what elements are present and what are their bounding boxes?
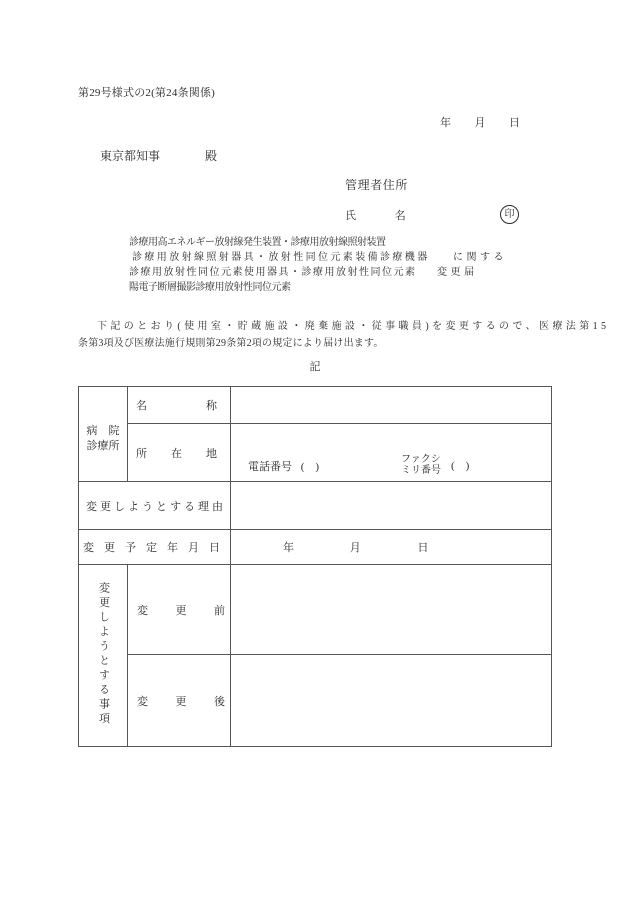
manager-address-label: 管理者住所	[345, 178, 409, 192]
planned-date-day-label: 日	[417, 542, 429, 554]
table-row	[79, 482, 552, 530]
table-row	[79, 424, 552, 482]
before-value-cell	[231, 565, 552, 655]
seal-character: 印	[504, 208, 515, 220]
location-label-cell	[128, 424, 231, 482]
change-items-label-cell	[79, 565, 128, 747]
subject-line-2-main: 診療用放射線照射器具・放射性同位元素装備診療機器	[132, 252, 430, 263]
planned-date-label-cell: 変更予定年月日	[79, 530, 231, 565]
date-month-label: 月	[474, 117, 486, 129]
notification-table	[78, 386, 552, 747]
after-label-char-1: 変	[137, 695, 148, 708]
subject-line-2-suffix: に関する	[453, 252, 507, 263]
planned-date-month-label: 月	[349, 542, 361, 554]
form-number: 第29号様式の2(第24条関係)	[78, 87, 216, 99]
date-year-label: 年	[440, 117, 451, 129]
addressee-line	[100, 147, 217, 164]
name-label-char-1: 名	[136, 400, 147, 412]
date-day-label: 日	[509, 117, 520, 129]
after-label-cell	[128, 655, 231, 747]
change-items-vertical-label: 変更しようとする事項	[97, 581, 110, 727]
subject-line-2	[129, 250, 549, 265]
facility-label-line-1: 病 院	[86, 424, 120, 437]
fax-label-line-2: ミリ番号	[401, 465, 441, 476]
notification-subject-block	[129, 235, 549, 295]
subject-line-3-main: 診療用放射性同位元素使用器具・診療用放射性同位元素	[129, 267, 417, 278]
seal-mark-icon	[500, 205, 519, 224]
manager-name-line	[345, 207, 406, 223]
table-row	[79, 655, 552, 747]
table-row	[79, 565, 552, 655]
fax-label-line-1: ファクシ	[401, 454, 441, 465]
subject-line-1: 診療用高エネルギー放射線発生装置・診療用放射線照射装置	[129, 237, 386, 248]
name-label-cell	[128, 387, 231, 424]
subject-line-3	[129, 265, 549, 280]
table-row	[79, 530, 552, 565]
location-label-char-2: 在	[171, 447, 182, 460]
after-label-char-3: 後	[214, 695, 225, 708]
subject-line-3-suffix: 変更届	[437, 267, 478, 278]
before-label-char-2: 更	[175, 604, 187, 617]
before-label-char-3: 前	[214, 604, 225, 617]
addressee: 東京都知事	[100, 149, 161, 163]
location-label-char-3: 地	[206, 447, 217, 460]
name-label-first: 氏	[345, 210, 356, 222]
body-paragraph-line-2: 条第3項及び医療法施行規則第29条第2項の規定により届け出ます。	[78, 338, 384, 349]
after-value-cell	[231, 655, 552, 747]
phone-number-group	[248, 458, 319, 474]
facility-label-line-2: 診療所	[86, 439, 120, 452]
name-label-char-2: 称	[206, 400, 217, 412]
record-heading: 記	[309, 361, 321, 373]
before-label-char-1: 変	[137, 604, 148, 617]
after-label-char-2: 更	[175, 695, 187, 708]
reason-label-cell: 変更しようとする理由	[79, 482, 231, 530]
location-value-cell	[231, 424, 552, 482]
phone-label: 電話番号	[248, 461, 292, 473]
fax-number-group	[401, 454, 469, 476]
addressee-honorific: 殿	[205, 149, 218, 163]
location-label-char-1: 所	[136, 447, 147, 460]
planned-date-value-cell	[231, 530, 552, 565]
date-line	[440, 114, 520, 130]
planned-date-year-label: 年	[283, 542, 294, 554]
name-value-cell	[231, 387, 552, 424]
before-label-cell	[128, 565, 231, 655]
facility-label-cell	[79, 387, 128, 482]
table-row	[79, 387, 552, 424]
fax-paren: ( )	[451, 460, 470, 472]
name-label-second: 名	[394, 210, 406, 222]
body-paragraph-line-1: 下記のとおり(使用室・貯蔵施設・廃棄施設・従事職員)を変更するので、医療法第15	[97, 321, 610, 332]
reason-value-cell	[231, 482, 552, 530]
phone-paren: ( )	[300, 461, 320, 473]
subject-line-4: 陽電子断層撮影診療用放射性同位元素	[129, 282, 291, 293]
